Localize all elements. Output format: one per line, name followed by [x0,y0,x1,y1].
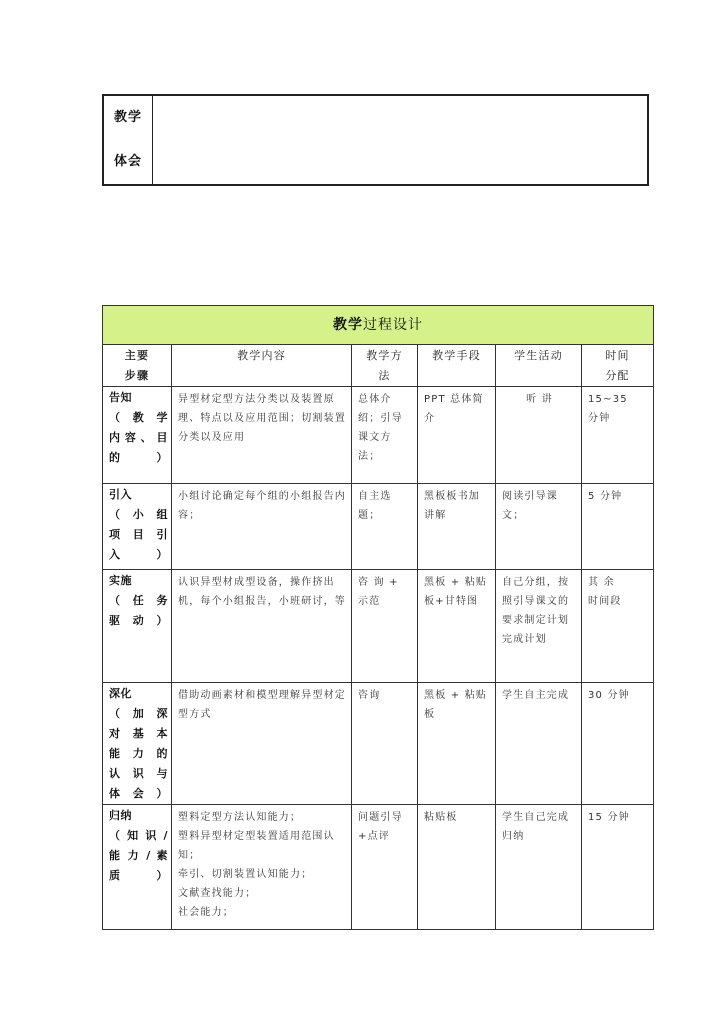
means-text: 黑板板书加讲解 [424,491,480,521]
table-row [103,387,654,484]
cell-method [352,484,418,570]
time-text: 15~35 [588,394,628,405]
time-text: 分钟 [588,413,611,424]
header-method-line2: 法 [378,369,391,382]
cell-activity [496,805,582,930]
step-text: 引入 [109,488,132,501]
content-text: 塑料定型方法认知能力； [178,812,302,823]
cell-means [418,805,496,930]
means-text: PPT 总体简介 [424,394,484,424]
step-text: （ 任 务 [109,594,168,607]
header-time-line2: 分配 [605,369,630,382]
reflection-label-line2: 体会 [113,154,142,169]
table-row [103,683,654,805]
header-time-line1: 时间 [605,349,630,362]
cell-method [352,683,418,805]
reflection-content-cell[interactable] [153,95,649,185]
cell-means [418,387,496,484]
content-text: 社会能力； [178,907,234,918]
time-text: 5 分钟 [588,491,623,502]
table-row [103,484,654,570]
header-method [352,345,418,387]
step-text: （ 知 识 / [109,829,168,842]
process-table-title [103,306,654,345]
table-row [103,805,654,930]
step-text: 深化 [109,687,132,700]
cell-means [418,484,496,570]
cell-step [103,683,172,805]
header-step-line1: 主要 [124,349,150,362]
content-text: 借助动画素材和模型理解异型材定型方式 [178,690,346,720]
step-text: 告知 [109,391,132,404]
content-text: 牵引、切割装置认知能力； [178,869,313,880]
header-content: 教学内容 [172,345,352,387]
cell-step [103,805,172,930]
time-text: 15 分钟 [588,812,630,823]
step-text: 内容、目 [109,431,168,444]
content-text: 认识异型材成型设备，操作挤出机，每个小组报告，小班研讨，等 [178,577,346,607]
step-text: 对 基 本 [109,727,168,740]
cell-method [352,805,418,930]
step-text: 入） [109,548,168,561]
process-rows [103,387,654,930]
step-text: 能 力 / 素 [109,849,168,862]
header-method-line1: 教学方 [366,349,403,362]
activity-text: 自己分组，按照引导课文的要求制定计划完成计划 [502,577,570,645]
header-step-line2: 步骤 [124,369,150,382]
step-text: 实施 [109,574,132,587]
cell-step [103,484,172,570]
cell-content [172,683,352,805]
cell-step [103,387,172,484]
cell-content [172,570,352,683]
table-row [103,570,654,683]
header-means: 教学手段 [418,345,496,387]
activity-text: 听 讲 [526,394,553,405]
step-text: 体会） [109,787,168,800]
reflection-label-line1: 教学 [113,110,142,125]
cell-activity [496,570,582,683]
step-text: （ 教 学 [109,411,168,424]
method-text: 咨 询 + 示范 [358,577,399,607]
cell-activity [496,683,582,805]
method-text: 总体介绍；引导课文方法； [358,394,403,462]
time-text: 其 余 [588,577,615,588]
cell-step [103,570,172,683]
cell-means [418,570,496,683]
cell-time [582,570,654,683]
content-text: 异型材定型方法分类以及装置原理、特点以及应用范围；切割装置分类以及应用 [178,394,346,443]
cell-activity [496,484,582,570]
teaching-reflection-table [102,94,649,186]
step-text: （ 小 组 [109,508,168,521]
method-text: 自主选题； [358,491,392,521]
header-time [582,345,654,387]
method-text: 咨询 [358,690,381,701]
header-step [103,345,172,387]
cell-activity [496,387,582,484]
step-text: 认 识 与 [109,767,168,780]
step-text: （ 加 深 [109,707,168,720]
step-text: 归纳 [109,809,132,822]
activity-text: 学生自己完成归纳 [502,812,570,842]
activity-text: 阅读引导课文； [502,491,558,521]
teaching-process-table [102,305,654,930]
cell-time [582,484,654,570]
method-text: 问题引导+点评 [358,812,403,842]
step-text: 项 目 引 [109,528,168,541]
step-text: 能 力 的 [109,747,168,760]
means-text: 粘贴板 [424,812,458,823]
header-row [103,345,654,387]
cell-time [582,683,654,805]
content-text: 塑料异型材定型装置适用范围认知； [178,831,335,861]
time-text: 30 分钟 [588,690,630,701]
cell-method [352,570,418,683]
step-text: 质） [109,869,168,882]
header-activity: 学生活动 [496,345,582,387]
content-text: 小组讨论确定每个组的小组报告内容； [178,491,346,521]
cell-time [582,387,654,484]
means-text: 黑板 + 粘贴板 [424,690,488,720]
cell-content [172,805,352,930]
cell-content [172,484,352,570]
step-text: 驱动） [109,614,168,627]
title-bold-part: 教学 [333,316,364,333]
means-text: 黑板 + 粘贴板+甘特图 [424,577,488,607]
time-text: 时间段 [588,596,622,607]
title-rest-part: 过程设计 [363,316,424,333]
step-text: 的） [109,451,168,464]
cell-method [352,387,418,484]
cell-means [418,683,496,805]
cell-content [172,387,352,484]
cell-time [582,805,654,930]
activity-text: 学生自主完成 [502,690,570,701]
content-text: 文献查找能力； [178,888,257,899]
reflection-label-cell [103,95,153,185]
